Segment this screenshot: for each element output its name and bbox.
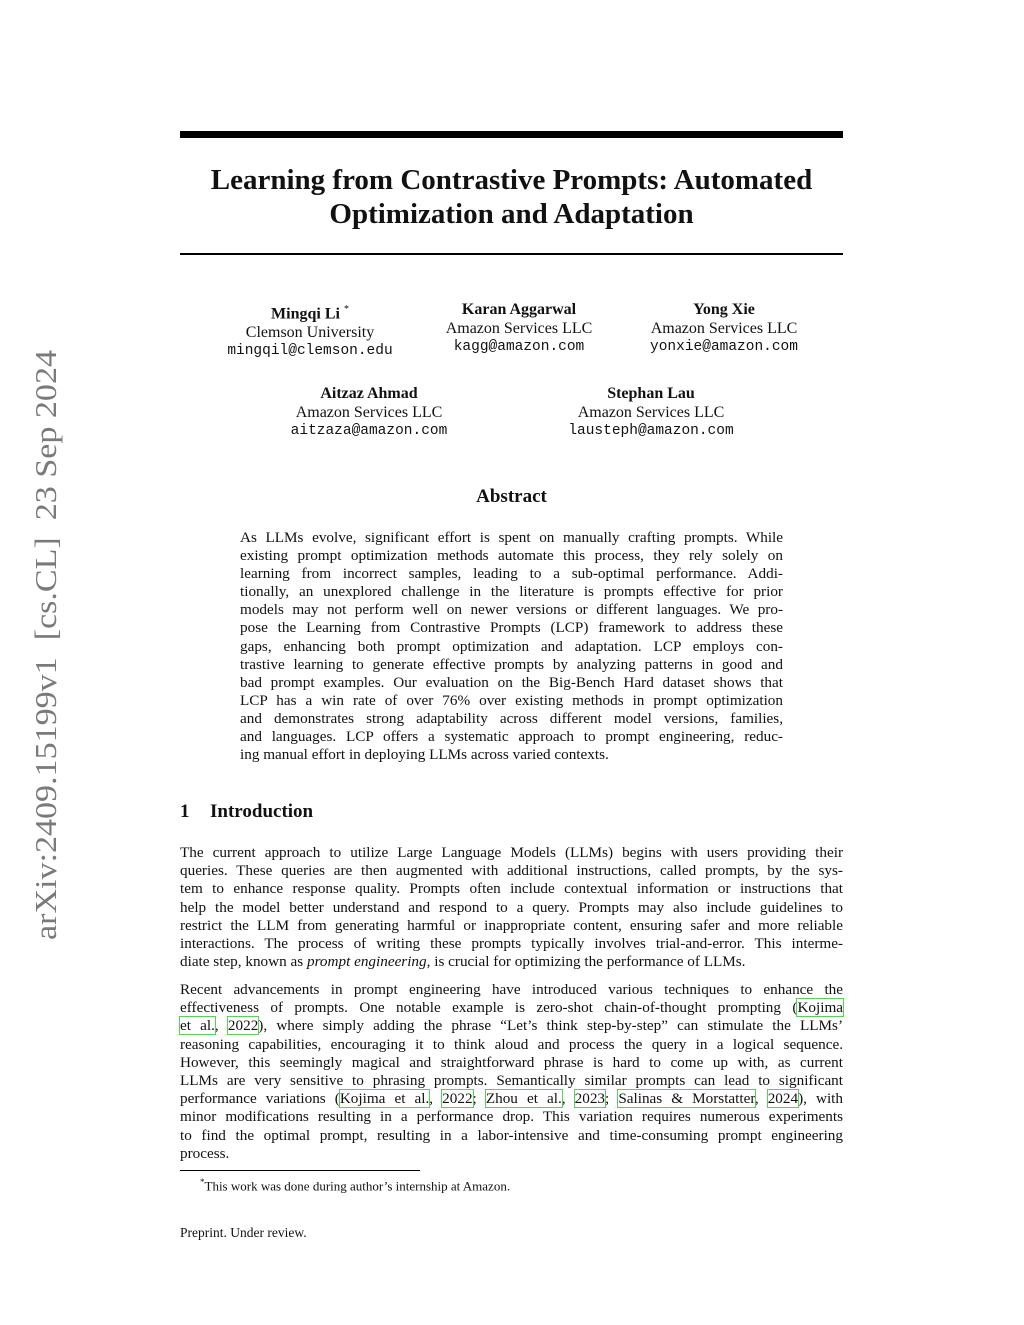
citation-link[interactable]: et al. — [180, 1017, 215, 1035]
author-block — [274, 385, 464, 441]
paper-title-line-1: Learning from Contrastive Prompts: Automated — [210, 164, 813, 196]
author-name: Stephan Lau — [607, 385, 695, 402]
author-footnote-mark: * — [343, 304, 349, 315]
abstract-line: pose the Learning from Contrastive Prompts (LCP) framework to address these — [240, 619, 783, 637]
citation-link[interactable]: 2022 — [227, 1017, 259, 1035]
paragraph-line: However, this seemingly magical and straightforward phrase is hard to come up with, as current — [180, 1053, 843, 1071]
title-bottom-rule — [180, 253, 843, 255]
abstract-line: existing prompt optimization methods automate this process, they rely solely on — [240, 547, 783, 565]
abstract-heading: Abstract — [476, 486, 547, 507]
author-affiliation: Amazon Services LLC — [650, 319, 798, 337]
paper-title-line-2: Optimization and Adaptation — [329, 198, 694, 230]
citation-link[interactable]: Kojima et al. — [339, 1090, 430, 1108]
arxiv-identifier-text: arXiv:2409.15199v1 [cs.CL] 23 Sep 2024 — [28, 402, 63, 940]
author-affiliation: Amazon Services LLC — [295, 403, 443, 421]
paper-title — [180, 163, 843, 231]
footnote-mark: * — [200, 1177, 205, 1187]
intro-paragraph-2 — [180, 981, 843, 1163]
author-name: Aitzaz Ahmad — [320, 385, 418, 402]
section-title: Introduction — [210, 801, 314, 822]
citation-link[interactable]: 2023 — [574, 1090, 606, 1108]
abstract-line: and languages. LCP offers a systematic approach to prompt engineering, reduc- — [240, 728, 783, 746]
paragraph-line: The current approach to utilize Large Language Models (LLMs) begins with users providing their — [180, 844, 843, 861]
paragraph-line: performance variations (Kojima et al., 2022; Zhou et al., 2023; Salinas & Morstatter, 2024), with — [180, 1090, 843, 1108]
author-name: Mingqi Li — [271, 305, 340, 323]
paragraph-line: help the model better understand and respond to a query. Prompts may also include guidelines to — [180, 898, 843, 916]
author-email: kagg@amazon.com — [453, 339, 585, 355]
author-email: aitzaza@amazon.com — [290, 423, 448, 439]
author-block — [215, 301, 405, 361]
citation-link[interactable]: 2024 — [767, 1090, 799, 1108]
paragraph-line: minor modifications resulting in a performance drop. This variation requires numerous experiments — [180, 1108, 843, 1126]
author-block — [556, 385, 746, 441]
citation-link[interactable]: Salinas & Morstatter — [618, 1090, 755, 1108]
preprint-status: Preprint. Under review. — [180, 1225, 307, 1240]
footnote-text: This work was done during author’s internship at Amazon. — [204, 1178, 511, 1194]
author-email: yonxie@amazon.com — [650, 339, 798, 355]
abstract-line: trastive learning to generate effective prompts by analyzing patterns in good and — [240, 655, 783, 673]
footnote — [200, 1177, 510, 1194]
footnote-rule — [180, 1170, 420, 1171]
author-affiliation: Amazon Services LLC — [577, 403, 725, 421]
abstract-line: ing manual effort in deploying LLMs across varied contexts. — [240, 746, 609, 764]
section-number: 1 — [180, 801, 190, 822]
abstract-body — [240, 529, 783, 764]
paragraph-line: tem to enhance response quality. Prompts often include contextual information or instructions that — [180, 880, 843, 898]
paragraph-line: queries. These queries are then augmented with additional instructions, called prompts, by the sys- — [180, 862, 843, 880]
paragraph-line: Recent advancements in prompt engineering have introduced various techniques to enhance the — [180, 981, 843, 998]
abstract-line: and demonstrates strong adaptability across different model versions, families, — [240, 709, 783, 727]
paragraph-line: reasoning capabilities, encouraging it to think aloud and process the query in a logical sequence. — [180, 1035, 843, 1053]
arxiv-identifier — [26, 350, 66, 940]
abstract-line: learning from incorrect samples, leading to a sub-optimal performance. Addi- — [240, 565, 783, 583]
intro-paragraph-1 — [180, 844, 843, 971]
paragraph-line: restrict the LLM from generating harmful or inappropriate content, ensuring safer and more reliable — [180, 916, 843, 934]
title-top-rule — [180, 131, 843, 138]
emphasis-term: prompt engineering — [306, 953, 427, 971]
author-affiliation: Clemson University — [245, 323, 375, 341]
abstract-line: tionally, an unexplored challenge in the literature is prompts effective for prior — [240, 583, 783, 601]
author-name: Yong Xie — [693, 301, 755, 318]
paragraph-line: effectiveness of prompts. One notable example is zero-shot chain-of-thought prompting (Kojima — [180, 999, 843, 1017]
paragraph-line: interactions. The process of writing these prompts typically involves trial-and-error. This interme- — [180, 935, 843, 953]
paragraph-line: to find the optimal prompt, resulting in a labor-intensive and time-consuming prompt engineering — [180, 1126, 843, 1144]
author-block — [424, 301, 614, 357]
paragraph-line: process. — [180, 1144, 230, 1162]
paragraph-line: et al., 2022), where simply adding the phrase “Let’s think step-by-step” can stimulate the LLMs’ — [180, 1017, 844, 1035]
abstract-line: gaps, enhancing both prompt optimization and adaptation. LCP employs con- — [240, 637, 783, 655]
author-affiliation: Amazon Services LLC — [445, 319, 593, 337]
abstract-line: models may not perform well on newer versions or different languages. We pro- — [240, 601, 783, 619]
citation-link[interactable]: 2022 — [442, 1090, 473, 1108]
abstract-line: LCP has a win rate of over 76% over existing methods in prompt optimization — [240, 691, 783, 709]
abstract-line: As LLMs evolve, significant effort is spent on manually crafting prompts. While — [240, 529, 783, 546]
author-block — [629, 301, 819, 357]
paragraph-line: LLMs are very sensitive to phrasing prompts. Semantically similar prompts can lead to significant — [180, 1072, 843, 1090]
author-email: mingqil@clemson.edu — [227, 343, 393, 360]
section-heading-introduction — [180, 801, 313, 823]
citation-link[interactable]: Zhou et al. — [485, 1090, 562, 1108]
abstract-line: bad prompt examples. Our evaluation on the Big-Bench Hard dataset shows that — [240, 673, 783, 691]
citation-link[interactable]: Kojima — [797, 999, 843, 1017]
author-name: Karan Aggarwal — [461, 301, 577, 318]
paragraph-line: diate step, known as prompt engineering, is crucial for optimizing the performance of LLMs. — [180, 953, 746, 971]
author-email: lausteph@amazon.com — [568, 423, 734, 439]
